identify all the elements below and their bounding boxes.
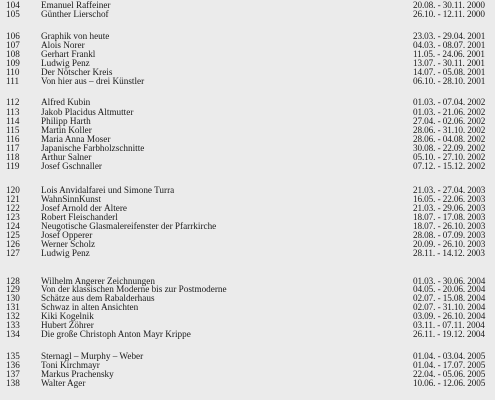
exhibition-number: 108 <box>6 49 20 59</box>
exhibition-dates: 18.07. - 26.10. 2003 <box>413 221 486 231</box>
exhibition-number: 111 <box>6 76 20 86</box>
exhibition-number: 124 <box>6 221 20 231</box>
exhibition-dates: 01.03. - 30.06. 2004 <box>413 276 486 286</box>
exhibition-title: Arthur Salner <box>41 153 92 162</box>
exhibition-number: 115 <box>6 125 20 135</box>
exhibition-dates: 13.07. - 30.11. 2001 <box>413 58 485 68</box>
exhibition-row <box>0 77 495 86</box>
exhibition-dates: 21.03. - 27.04. 2003 <box>413 185 486 195</box>
exhibition-number: 131 <box>6 302 20 312</box>
exhibition-title: Hubert Zöhrer <box>41 321 94 330</box>
exhibition-title: Schätze aus dem Rabalderhaus <box>41 294 155 303</box>
exhibition-number: 135 <box>6 351 20 361</box>
exhibition-dates: 01.03. - 21.06. 2002 <box>413 107 486 117</box>
exhibition-number: 129 <box>6 284 20 294</box>
exhibition-number: 114 <box>6 116 20 126</box>
exhibition-number: 122 <box>6 203 20 213</box>
exhibition-dates: 03.09. - 26.10. 2004 <box>413 311 486 321</box>
exhibition-title: Graphik von heute <box>41 32 110 41</box>
exhibition-number: 127 <box>6 248 20 258</box>
exhibition-title: Josef Gschnaller <box>41 162 102 171</box>
exhibition-dates: 22.04. - 05.06. 2005 <box>413 369 486 379</box>
exhibition-title: Josef Opperer <box>41 231 93 240</box>
exhibition-title: Günther Lierschof <box>41 10 109 19</box>
exhibition-title: Walter Ager <box>41 379 86 388</box>
exhibition-number: 130 <box>6 293 20 303</box>
exhibition-number: 134 <box>6 329 20 339</box>
exhibition-row <box>0 162 495 171</box>
exhibition-title: Von hier aus – drei Künstler <box>41 77 145 86</box>
exhibition-number: 109 <box>6 58 20 68</box>
exhibition-dates: 20.08. - 30.11. 2000 <box>413 0 485 10</box>
exhibition-number: 121 <box>6 194 20 204</box>
exhibition-dates: 01.03. - 07.04. 2002 <box>413 97 486 107</box>
exhibition-dates: 23.03. - 29.04. 2001 <box>413 31 486 41</box>
exhibition-dates: 20.09. - 26.10. 2003 <box>413 239 486 249</box>
exhibition-title: Philipp Harth <box>41 117 91 126</box>
exhibition-number: 136 <box>6 360 20 370</box>
exhibition-row <box>0 330 495 339</box>
exhibition-title: Alois Norer <box>41 41 85 50</box>
exhibition-dates: 14.07. - 05.08. 2001 <box>413 67 486 77</box>
exhibition-dates: 27.04. - 02.06. 2002 <box>413 116 486 126</box>
exhibition-dates: 01.04. - 17.07. 2005 <box>413 360 486 370</box>
exhibition-dates: 10.06. - 12.06. 2005 <box>413 378 486 388</box>
exhibition-dates: 26.11. - 19.12. 2004 <box>413 329 485 339</box>
exhibition-number: 133 <box>6 320 20 330</box>
exhibition-title: Emanuel Raffeiner <box>41 1 111 10</box>
exhibition-row <box>0 98 495 107</box>
exhibition-number: 105 <box>6 9 20 19</box>
exhibition-dates: 26.10. - 12.11. 2000 <box>413 9 485 19</box>
exhibition-number: 106 <box>6 31 20 41</box>
exhibition-title: Gerhart Frankl <box>41 50 96 59</box>
exhibition-number: 132 <box>6 311 20 321</box>
exhibition-dates: 05.10. - 27.10. 2002 <box>413 152 486 162</box>
exhibition-title: Josef Arnold der Ältere <box>41 204 127 213</box>
exhibition-number: 112 <box>6 97 20 107</box>
exhibition-title: Toni Kirchmayr <box>41 361 100 370</box>
exhibition-number: 128 <box>6 276 20 286</box>
exhibition-number: 107 <box>6 40 20 50</box>
exhibition-dates: 04.03. - 08.07. 2001 <box>413 40 486 50</box>
exhibition-number: 119 <box>6 161 20 171</box>
exhibition-title: Der Nötscher Kreis <box>41 68 113 77</box>
exhibition-title: Neugotische Glasmalereifenster der Pfarrkirche <box>41 222 217 231</box>
exhibition-dates: 30.08. - 22.09. 2002 <box>413 143 486 153</box>
exhibition-dates: 21.03. - 29.06. 2003 <box>413 203 486 213</box>
exhibition-title: Werner Scholz <box>41 240 96 249</box>
exhibition-number: 126 <box>6 239 20 249</box>
exhibition-number: 113 <box>6 107 20 117</box>
exhibition-title: Wilhelm Angerer Zeichnungen <box>41 277 155 286</box>
exhibition-row <box>0 10 495 19</box>
exhibition-dates: 01.04. - 03.04. 2005 <box>413 351 486 361</box>
exhibition-title: Martin Koller <box>41 126 92 135</box>
exhibition-title: Sternagl – Murphy – Weber <box>41 352 144 361</box>
exhibition-title: Ludwig Penz <box>41 59 90 68</box>
exhibition-number: 117 <box>6 143 20 153</box>
exhibition-title: WahnSinnKunst <box>41 195 102 204</box>
exhibition-dates: 16.05. - 22.06. 2003 <box>413 194 486 204</box>
exhibition-number: 120 <box>6 185 20 195</box>
exhibition-dates: 28.06. - 04.08. 2002 <box>413 134 486 144</box>
exhibition-dates: 04.05. - 20.06. 2004 <box>413 284 486 294</box>
exhibition-title: Alfred Kubin <box>41 98 91 107</box>
exhibition-number: 125 <box>6 230 20 240</box>
exhibition-number: 137 <box>6 369 20 379</box>
exhibition-dates: 28.11. - 14.12. 2003 <box>413 248 485 258</box>
exhibition-title: Robert Fleischanderl <box>41 213 118 222</box>
exhibition-dates: 07.12. - 15.12. 2002 <box>413 161 486 171</box>
exhibition-title: Schwaz in alten Ansichten <box>41 303 139 312</box>
exhibition-dates: 28.08. - 07.09. 2003 <box>413 230 486 240</box>
exhibition-title: Die große Christoph Anton Mayr Krippe <box>41 330 191 339</box>
exhibition-number: 110 <box>6 67 20 77</box>
exhibition-title: Ludwig Penz <box>41 249 90 258</box>
exhibition-row <box>0 379 495 388</box>
exhibition-title: Von der klassischen Moderne bis zur Postmoderne <box>41 285 227 294</box>
exhibition-title: Lois Anvidalfarei und Simone Turra <box>41 186 175 195</box>
exhibition-number: 104 <box>6 0 20 10</box>
exhibition-dates: 11.05. - 24.06. 2001 <box>413 49 485 59</box>
exhibition-row <box>0 249 495 258</box>
exhibition-title: Jakob Placidus Altmutter <box>41 108 134 117</box>
exhibition-dates: 06.10. - 28.10. 2001 <box>413 76 486 86</box>
exhibition-title: Maria Anna Moser <box>41 135 111 144</box>
exhibition-title: Markus Prachensky <box>41 370 114 379</box>
exhibition-dates: 02.07. - 31.10. 2004 <box>413 302 486 312</box>
exhibition-number: 116 <box>6 134 20 144</box>
exhibition-dates: 18.07. - 17.08. 2003 <box>413 212 486 222</box>
exhibition-number: 118 <box>6 152 20 162</box>
exhibition-number: 138 <box>6 378 20 388</box>
exhibition-title: Kiki Kogelnik <box>41 312 94 321</box>
exhibition-number: 123 <box>6 212 20 222</box>
exhibition-title: Japanische Farbholzschnitte <box>41 144 145 153</box>
exhibition-dates: 03.11. - 07.11. 2004 <box>413 320 485 330</box>
exhibition-dates: 28.06. - 31.10. 2002 <box>413 125 486 135</box>
exhibition-dates: 02.07. - 15.08. 2004 <box>413 293 486 303</box>
